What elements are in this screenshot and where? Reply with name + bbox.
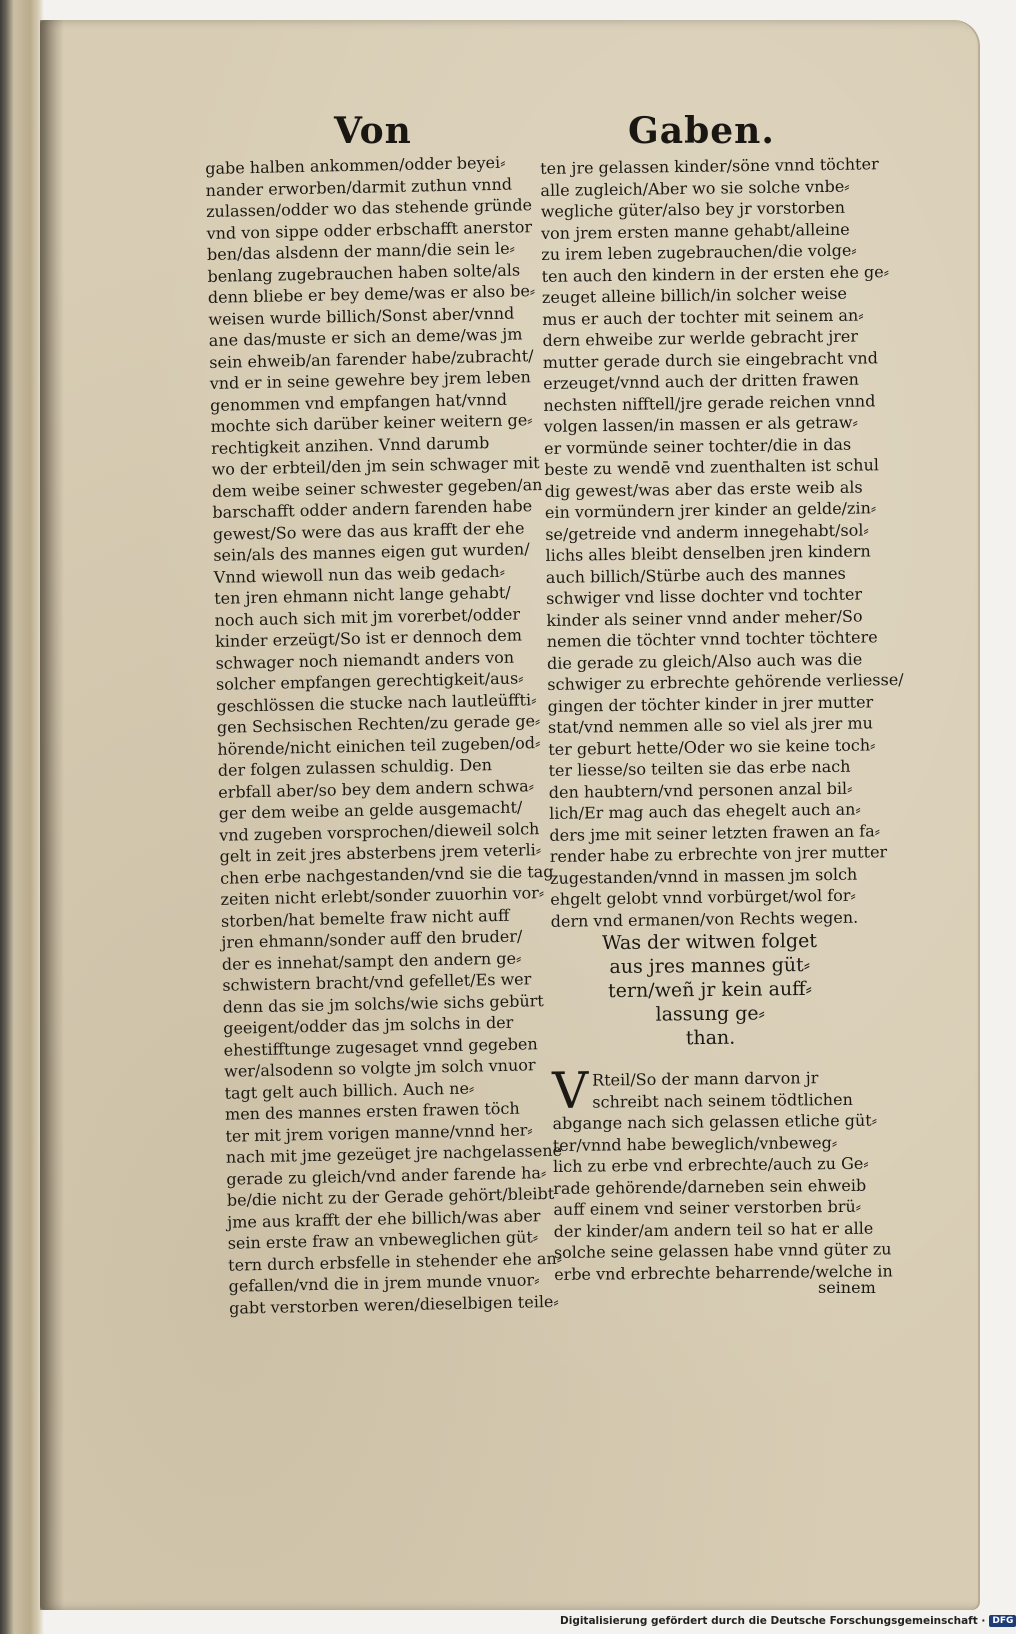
text-line: gen Sechsischen Rechten/zu gerade ge⸗: [216, 711, 541, 737]
text-line: genommen vnd empfangen hat/vnnd: [209, 389, 508, 415]
text-line: nander erworben/darmit zuthun vnnd: [205, 174, 513, 200]
text-line: kinder erzeügt/So ist er dennoch dem: [214, 625, 523, 651]
text-line: lichs alles bleibt denselben jren kindern: [545, 541, 871, 565]
text-line: ten jre gelassen kinder/söne vnnd töchter: [540, 154, 879, 178]
text-line: denn das sie jm solchs/wie sichs gebürt: [222, 990, 544, 1017]
heading-line: tern/weñ jr kein auff⸗: [607, 977, 813, 1003]
left-text-column: [205, 151, 563, 1318]
text-line: chen erbe nachgestanden/vnd sie die tag: [219, 861, 554, 888]
text-line: abgange nach sich gelassen etliche güt⸗: [552, 1110, 878, 1133]
text-line: der folgen zulassen schuldig. Den: [217, 755, 493, 780]
text-line: storben/hat bemelte fraw nicht auff: [220, 905, 510, 931]
text-line: mochte sich darüber keiner weitern ge⸗: [210, 410, 533, 436]
text-line: ein vormündern jrer kinder an gelde/zin⸗: [544, 498, 877, 522]
text-line: gewest/So were das aus krafft der ehe: [212, 517, 525, 544]
text-line: ehestifftunge zugesaget vnnd gegeben: [223, 1033, 538, 1060]
text-line: gabe halben ankommen/odder beyei⸗: [205, 152, 506, 178]
digitization-footer: [560, 1612, 1014, 1630]
section-heading: [569, 929, 850, 1052]
text-line: erbfall aber/so bey dem andern schwa⸗: [218, 775, 535, 802]
text-line: zugestanden/vnnd in massen jm solch: [549, 864, 858, 888]
text-line: schwistern bracht/vnd gefellet/Es wer: [222, 969, 532, 995]
text-line: sein erste fraw an vnbeweglichen güt⸗: [227, 1227, 539, 1253]
text-line: geschlössen die stucke nach lautleüffti⸗: [216, 689, 537, 716]
text-line: nach mit jme gezeüget jre nachgelassene: [225, 1140, 563, 1167]
text-line: mus er auch der tochter mit seinem an⸗: [542, 304, 864, 329]
text-line: ane das/muste er sich an deme/was jm: [208, 324, 523, 350]
initial-capital: V: [551, 1061, 589, 1120]
text-line: den haubtern/vnd personen anzal bil⸗: [548, 778, 853, 802]
text-line: be/die nicht zu der Gerade gehört/bleibt: [226, 1183, 555, 1210]
text-line: gerade zu gleich/vnd ander farende ha⸗: [226, 1162, 547, 1189]
text-line: vnd er in seine gewehre bey jrem leben: [209, 367, 532, 393]
text-line: ger dem weibe an gelde ausgemacht/: [218, 797, 523, 823]
text-line: der es innehat/sampt den andern ge⸗: [221, 948, 522, 974]
text-line: dern ehweibe zur werlde gebracht jrer: [542, 326, 859, 350]
text-line: von jrem ersten manne gehabt/alleine: [540, 219, 850, 243]
heading-line: than.: [685, 1026, 736, 1050]
text-line: rade gehörende/darneben sein ehweib: [553, 1175, 867, 1198]
text-line: kinder als seiner vnnd ander meher/So: [546, 606, 863, 630]
text-line: mutter gerade durch sie eingebracht vnd: [542, 347, 879, 372]
text-line: benlang zugebrauchen haben solte/als: [207, 259, 521, 286]
text-line: gabt verstorben weren/dieselbigen teile⸗: [228, 1291, 559, 1318]
text-line: tern durch erbsfelle in stehender ehe an⸗: [227, 1248, 563, 1275]
text-line: ter geburt hette/Oder wo sie keine toch⸗: [548, 734, 876, 759]
heading-line: Was der witwen folget: [601, 929, 818, 955]
text-line: dem weibe seiner schwester gegeben/an: [211, 474, 543, 501]
text-line: dern vnd ermanen/von Rechts wegen.: [550, 907, 859, 931]
text-line: wegliche güter/also bey jr vorstorben: [540, 197, 846, 221]
footer-text: Digitalisierung gefördert durch die Deutsche Forschungsgemeinschaft ·: [560, 1615, 986, 1627]
text-line: schwager noch niemandt anders von: [215, 647, 515, 673]
text-line: erbe vnd erbrechte beharrende/welche in: [554, 1260, 893, 1284]
text-line: schwiger zu erbrechte gehörende verliesse/: [547, 669, 904, 694]
text-line: denn bliebe er bey deme/was er also be⸗: [207, 281, 536, 307]
text-line: stat/vnd nemmen alle so viel als jrer mu: [547, 713, 874, 737]
text-line: sein/als des mannes eigen gut wurden/: [213, 539, 530, 565]
text-line: lich zu erbe vnd erbrechte/auch zu Ge⸗: [552, 1153, 869, 1176]
text-line: se/getreide vnd anderm innegehabt/sol⸗: [545, 519, 869, 544]
text-line: ben/das alsdenn der mann/die sein le⸗: [206, 238, 516, 264]
text-line: schwiger vnd lisse dochter vnd tochter: [546, 584, 863, 608]
text-line: beste zu wendē vnd zuenthalten ist schul: [544, 455, 880, 479]
text-line: dig gewest/was aber das erste weib als: [544, 477, 863, 501]
text-line: barschafft odder andern farenden habe: [212, 496, 533, 522]
running-head-right: Gaben.: [628, 110, 775, 152]
text-line: tagt gelt auch billich. Auch ne⸗: [224, 1078, 475, 1103]
text-line: volgen lassen/in massen er als getraw⸗: [543, 412, 858, 436]
heading-line: lassung ge⸗: [655, 1002, 766, 1026]
text-line: ter/vnnd habe beweglich/vnbeweg⸗: [552, 1132, 838, 1155]
text-line: ten jren ehmann nicht lange gehabt/: [214, 582, 511, 608]
text-line: erzeuget/vnnd auch der dritten frawen: [543, 369, 860, 393]
text-line: auch billich/Stürbe auch des mannes: [545, 563, 846, 587]
text-line: zulassen/odder wo das stehende gründe: [205, 195, 533, 221]
text-line: schreibt nach seinem tödtlichen: [592, 1089, 853, 1112]
right-text-column: [540, 154, 904, 932]
text-line: Rteil/So der mann darvon jr: [592, 1068, 819, 1090]
text-line: solcher empfangen gerechtigkeit/aus⸗: [215, 668, 524, 694]
text-line: ders jme mit seiner letzten frawen an fa⸗: [549, 820, 881, 845]
text-line: zu irem leben zugebrauchen/die volge⸗: [541, 240, 857, 264]
text-line: vnd von sippe odder erbschafft anerstor: [206, 216, 533, 243]
text-line: men des mannes ersten frawen töch: [224, 1098, 520, 1124]
dfg-logo: DFG: [989, 1615, 1016, 1627]
text-line: ehgelt gelobt vnnd vorbürget/wol for⸗: [550, 885, 856, 909]
text-line: gefallen/vnd die in jrem munde vnuor⸗: [228, 1270, 540, 1296]
text-line: geeigent/odder das jm solchs in der: [223, 1012, 514, 1038]
text-line: ter liesse/so teilten sie das erbe nach: [548, 756, 851, 780]
text-line: Vnnd wiewoll nun das weib gedach⸗: [213, 561, 506, 587]
text-line: wer/alsodenn so volgte jm solch vnuor: [223, 1055, 536, 1081]
text-line: nechsten nifftell/jre gerade reichen vnnd: [543, 390, 876, 415]
text-line: weisen wurde billich/Sonst aber/vnnd: [208, 303, 515, 329]
text-line: vnd zugeben vorsprochen/dieweil solch: [218, 818, 540, 845]
text-line: jren ehmann/sonder auff den bruder/: [221, 926, 523, 952]
text-line: ter mit jrem vorigen manne/vnnd her⸗: [225, 1119, 533, 1146]
section-body: [551, 1061, 893, 1285]
heading-line: aus jres mannes güt⸗: [609, 953, 811, 979]
text-line: jme aus krafft der ehe billich/was aber: [227, 1205, 541, 1232]
text-line: auff einem vnd seiner verstorben brü⸗: [553, 1196, 862, 1219]
text-line: ten auch den kindern in der ersten ehe ge⸗: [541, 261, 890, 286]
text-line: sein ehweib/an farender habe/zubracht/: [209, 345, 534, 372]
text-line: wo der erbteil/den jm sein schwager mit: [211, 453, 540, 479]
text-line: hörende/nicht einichen teil zugeben/od⸗: [217, 732, 541, 759]
text-line: zeuget alleine billich/in solcher weise: [541, 283, 847, 307]
text-line: alle zugleich/Aber wo sie solche vnbe⸗: [540, 176, 850, 200]
text-line: gelt in zeit jres absterbens jrem veterli⸗: [219, 840, 542, 866]
text-line: zeiten nicht erlebt/sonder zuuorhin vor⸗: [220, 883, 545, 909]
text-line: der kinder/am andern teil so hat er alle: [553, 1218, 874, 1241]
text-line: noch auch sich mit jm vorerbet/odder: [214, 604, 521, 630]
running-head-left: Von: [334, 110, 412, 152]
text-line: er vormünde seiner tochter/die in das: [543, 434, 852, 458]
text-line: nemen die töchter vnnd tochter töchtere: [546, 627, 878, 651]
text-line: rechtigkeit anzihen. Vnnd darumb: [210, 432, 490, 458]
text-line: die gerade zu gleich/Also auch was die: [546, 649, 863, 673]
text-line: lich/Er mag auch das ehegelt auch an⸗: [549, 799, 861, 823]
text-line: gingen der töchter kinder in jrer mutter: [547, 691, 874, 716]
text-line: solche seine gelassen habe vnnd güter zu: [553, 1239, 892, 1262]
text-line: render habe zu erbrechte von jrer mutter: [549, 842, 888, 866]
catchword: seinem: [818, 1278, 876, 1297]
